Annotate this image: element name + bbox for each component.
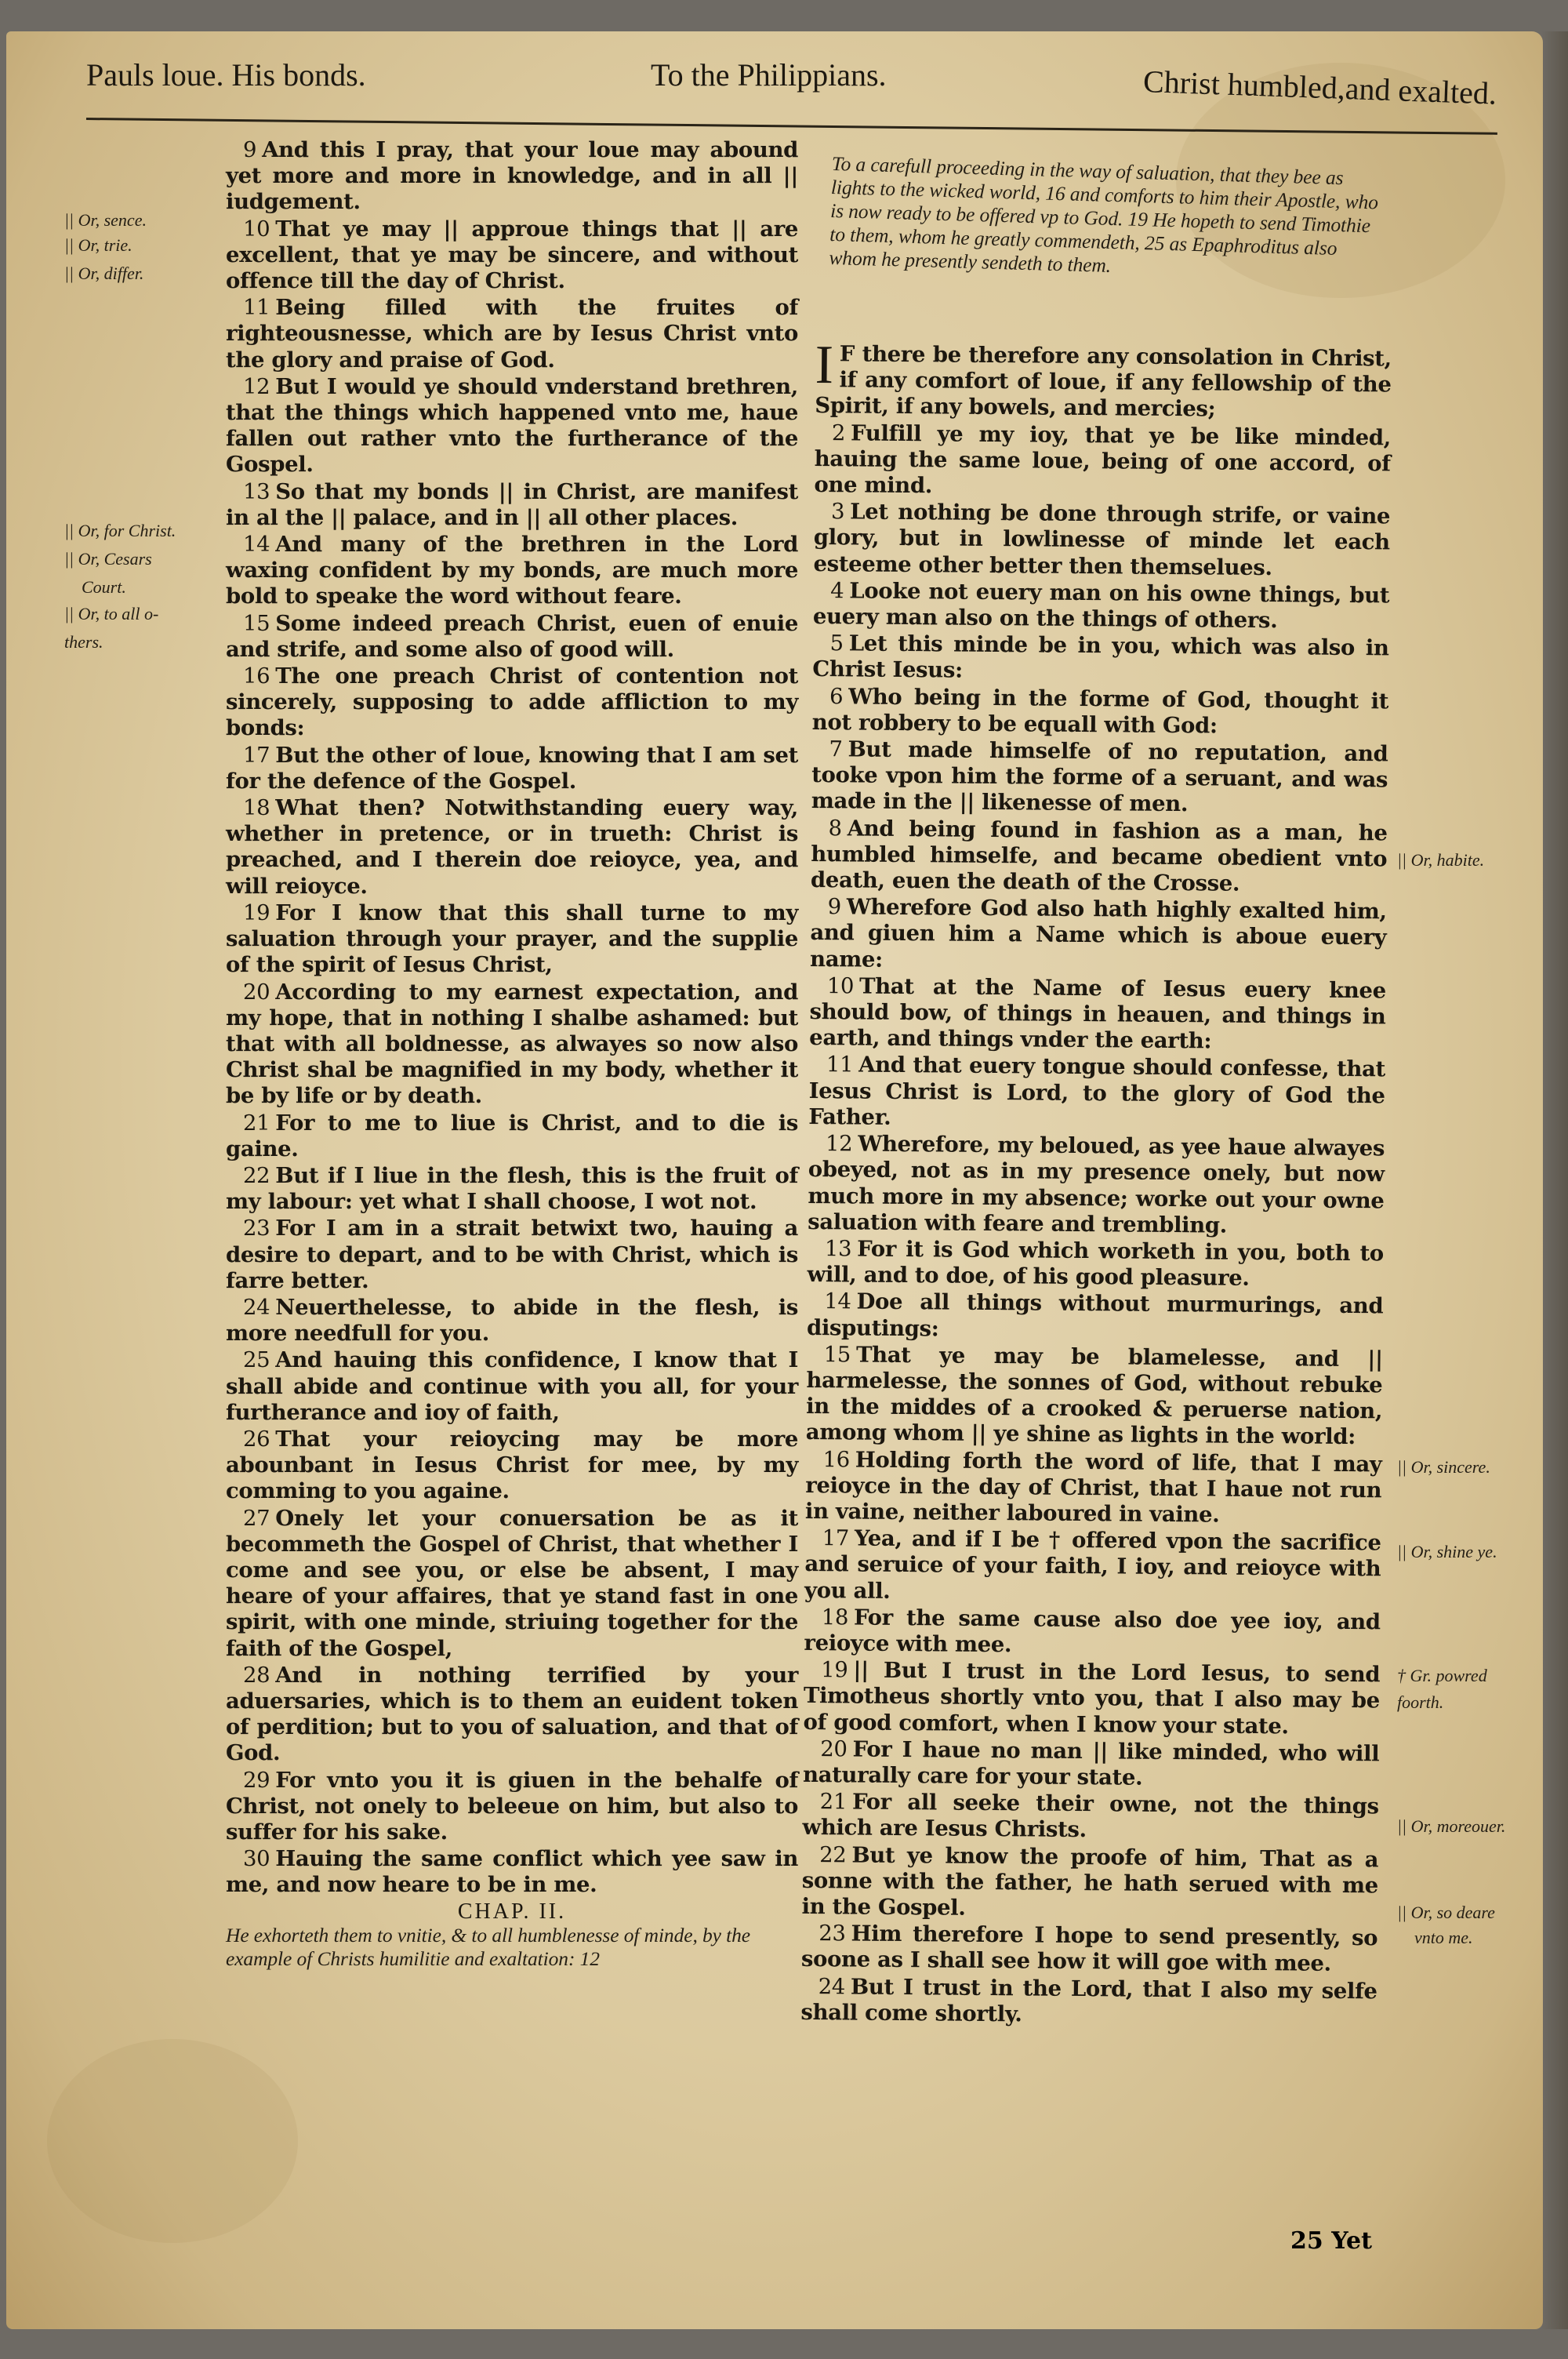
running-head-right: Christ humbled,and exalted. — [1142, 63, 1497, 111]
verse — [800, 1974, 1377, 2031]
verse-text: F there be therefore any consolation in Christ, if any comfort of loue, if any fellowship of the Spirit, if any bowels, and mercies; — [815, 341, 1392, 422]
verse-number: 15 — [243, 610, 270, 636]
right-column — [800, 335, 1392, 2031]
running-head — [86, 39, 1497, 111]
verse-text: That ye may || approue things that || are excellent, that ye may be sincere, and without offence till the day of Christ. — [226, 216, 798, 294]
verse-text: But ye know the proofe of him, That as a sonne with the father, he hath serued with me in the Gospel. — [801, 1842, 1379, 1921]
verse-text: The one preach Christ of contention not sincerely, supposing to adde affliction to my bonds: — [226, 663, 798, 741]
verse-number: 24 — [243, 1294, 270, 1320]
verse — [808, 1052, 1385, 1135]
verse-number: 16 — [243, 663, 270, 689]
margin-note: || Or, sence. — [64, 210, 147, 230]
running-head-left: Pauls loue. His bonds. — [86, 57, 366, 93]
verse-text: But I would ye should vnderstand brethren, that the things which happened vnto me, haue fallen out rather vnto the furtherance of the Gospel. — [226, 373, 798, 478]
verse — [812, 631, 1389, 688]
verse-number: 27 — [243, 1505, 270, 1531]
margin-note: || Or, so deare — [1397, 1903, 1495, 1922]
verse — [226, 900, 798, 979]
verse-number: 8 — [828, 815, 842, 841]
verse-text: Yea, and if I be † offered vpon the sacrifice and seruice of your faith, I ioy, and reioyce with you all. — [804, 1525, 1381, 1604]
verse-number: 23 — [818, 1921, 846, 1946]
verse-number: 13 — [243, 478, 270, 504]
verse-text: But I trust in the Lord, that I also my selfe shall come shortly. — [800, 1974, 1377, 2027]
verse-number: 15 — [823, 1341, 851, 1368]
verse — [226, 1427, 798, 1505]
verse-text: Onely let your conuersation be as it becommeth the Gospel of Christ, that whether I come and see you, or else be absent, I may heare of your affaires, that ye stand fast in one spirit, with one minde, striuing together for the faith of the Gospel, — [226, 1505, 798, 1661]
verse — [226, 479, 798, 531]
verse — [803, 1657, 1380, 1740]
verse-number: 24 — [818, 1973, 846, 2000]
verse — [806, 1342, 1383, 1451]
verse-text: But if I liue in the flesh, this is the fruit of my labour: yet what I shall choose, I wot not. — [226, 1162, 798, 1215]
verse — [226, 374, 798, 478]
verse-text: That ye may be blamelesse, and || harmelesse, the sonnes of God, without rebuke in the middes of a crooked & peruerse nation, among whom || ye shine as lights in the world: — [805, 1342, 1383, 1450]
margin-note: || Or, to all o- — [64, 604, 159, 623]
margin-note: foorth. — [1397, 1692, 1444, 1712]
verse-text: But the other of loue, knowing that I am set for the defence of the Gospel. — [226, 742, 798, 794]
verse — [807, 1289, 1384, 1346]
verse-text: Some indeed preach Christ, euen of enuie and strife, and some also of good will. — [226, 610, 798, 662]
verse-text: That at the Name of Iesus euery knee should bow, of things in heauen, and things in earth, and things vnder the earth: — [809, 973, 1386, 1054]
verse-text: Fulfill ye my ioy, that ye be like minded, hauing the same loue, being of one accord, of one mind. — [814, 420, 1392, 499]
verse-text: And hauing this confidence, I know that I shall abide and continue with you all, for your furtherance and ioy of faith, — [226, 1347, 798, 1425]
verse-text: And this I pray, that your loue may abound yet more and more in knowledge, and in all || iudgement. — [226, 137, 798, 215]
verse — [226, 1663, 798, 1767]
verse-number: 9 — [243, 137, 257, 162]
verse-number: 25 — [243, 1347, 270, 1373]
verse-text: Who being in the forme of God, thought it not robbery to be equall with God: — [811, 684, 1389, 739]
verse — [814, 420, 1391, 503]
verse-text: Let this minde be in you, which was also in Christ Iesus: — [812, 631, 1389, 684]
verse-text: Holding forth the word of life, that I may reioyce in the day of Christ, that I haue not run in vaine, neither laboured in vaine. — [804, 1447, 1382, 1528]
verse-number: 21 — [243, 1110, 270, 1136]
verse — [815, 335, 1392, 424]
verse — [813, 499, 1390, 582]
chapter-heading: CHAP. II. — [457, 1899, 567, 1924]
verse-text: Wherefore, my beloued, as yee haue alwayes obeyed, not as in my presence onely, but now much more in my absence; worke out your owne saluation with feare and trembling. — [808, 1131, 1385, 1238]
verse-number: 5 — [829, 631, 844, 656]
verse-number: 18 — [243, 795, 270, 821]
verse — [226, 663, 798, 742]
verse — [226, 1846, 798, 1898]
left-margin-notes — [64, 0, 221, 2353]
right-margin-notes — [1397, 0, 1538, 2353]
verse — [801, 1842, 1378, 1925]
verse-number: 20 — [820, 1736, 848, 1762]
verse-number: 21 — [819, 1789, 848, 1815]
verse — [804, 1605, 1381, 1662]
verse — [809, 973, 1386, 1056]
verse — [226, 532, 798, 610]
verse — [226, 1163, 798, 1215]
verse — [226, 980, 798, 1110]
verse-text: Him therefore I hope to send presently, so soone as I shall see how it will goe with mee. — [800, 1921, 1378, 1977]
verse-number: 3 — [830, 499, 845, 525]
verse-number: 2 — [831, 420, 846, 445]
margin-note: || Or, habite. — [1397, 850, 1485, 870]
verse-text: Doe all things without murmurings, and disputings: — [806, 1289, 1384, 1341]
margin-note: || Or, moreouer. — [1397, 1816, 1506, 1836]
verse-text: For the same cause also doe yee ioy, and reioyce with mee. — [804, 1605, 1381, 1658]
verse-number: 10 — [826, 973, 855, 999]
right-summary-block — [828, 132, 1381, 302]
verse-text: Wherefore God also hath highly exalted him, and giuen him a Name which is aboue euery name: — [809, 894, 1387, 972]
margin-note: || Or, Cesars — [64, 549, 152, 569]
verse-number: 23 — [243, 1216, 270, 1241]
margin-note: || Or, trie. — [64, 235, 132, 255]
margin-note: vnto me. — [1414, 1928, 1473, 1947]
verse-number: 11 — [243, 295, 270, 321]
verse-number: 30 — [243, 1846, 270, 1872]
verse-number: 22 — [243, 1162, 270, 1188]
verse-number: 19 — [821, 1657, 848, 1683]
verse-text: Hauing the same conflict which yee saw in me, and now heare to be in me. — [226, 1846, 798, 1898]
verse-number: 12 — [243, 373, 270, 399]
chapter-summary: He exhorteth them to vnitie, & to all humblenesse of minde, by the example of Christs humilitie and exaltation: 12 — [226, 1923, 750, 1970]
verse-text: For all seeke their owne, not the things which are Iesus Christs. — [802, 1789, 1379, 1843]
verse — [226, 1347, 798, 1426]
margin-note: || Or, shine ye. — [1397, 1542, 1497, 1561]
verse-number: 19 — [243, 900, 270, 925]
verse-text: That your reioycing may be more abounbant in Iesus Christ for mee, by my comming to you againe. — [226, 1426, 798, 1504]
verse-text: And many of the brethren in the Lord waxing confident by my bonds, are much more bold to speake the word without feare. — [226, 532, 798, 609]
margin-note: † Gr. powred — [1397, 1666, 1487, 1685]
verse-text: And that euery tongue should confesse, that Iesus Christ is Lord, to the glory of God the Father. — [808, 1052, 1386, 1130]
margin-note: thers. — [64, 632, 103, 652]
verse — [802, 1789, 1379, 1846]
verse — [803, 1736, 1380, 1794]
verse — [805, 1446, 1382, 1529]
verse-text: Let nothing be done through strife, or vaine glory, but in lowlinesse of minde let each esteeme other better then themselues. — [813, 499, 1391, 580]
margin-note: || Or, differ. — [64, 264, 144, 283]
left-column — [226, 137, 798, 1971]
verse — [226, 295, 798, 373]
verse-number: 6 — [829, 683, 844, 709]
verse-number: 28 — [243, 1662, 270, 1688]
margin-note: || Or, sincere. — [1397, 1457, 1490, 1477]
verse-text: For I am in a strait betwixt two, hauing a desire to depart, and to be with Christ, which is farre better. — [226, 1216, 798, 1293]
verse — [226, 1295, 798, 1347]
verse — [808, 1131, 1385, 1240]
verse-number: 9 — [827, 894, 842, 920]
running-head-center: To the Philippians. — [651, 57, 887, 93]
verse — [813, 578, 1390, 635]
verse-number: 12 — [825, 1131, 853, 1157]
verse-text: For I haue no man || like minded, who will naturally care for your state. — [802, 1736, 1380, 1790]
verse — [804, 1525, 1381, 1608]
verse-number: 14 — [824, 1289, 851, 1314]
verse — [226, 137, 798, 216]
margin-note: || Or, for Christ. — [64, 521, 176, 540]
verse — [226, 795, 798, 900]
verse-text: But made himselfe of no reputation, and tooke vpon him the forme of a seruant, and was made in the || likenesse of men. — [811, 736, 1388, 817]
verse — [226, 1506, 798, 1662]
verse — [810, 894, 1387, 977]
verse-text: Neuerthelesse, to abide in the flesh, is more needfull for you. — [226, 1294, 798, 1347]
verse-number: 7 — [829, 736, 843, 762]
verse-text: So that my bonds || in Christ, are manifest in al the || palace, and in || all other places. — [226, 478, 798, 530]
verse-number: 17 — [822, 1525, 850, 1551]
verse-text: For I know that this shall turne to my saluation through your prayer, and the supplie of the spirit of Iesus Christ, — [226, 900, 798, 978]
verse — [226, 1110, 798, 1162]
verse-number: 29 — [243, 1767, 270, 1793]
verse-text: For to me to liue is Christ, and to die is gaine. — [226, 1110, 798, 1161]
verse — [801, 1921, 1378, 1978]
verse-number: 4 — [830, 578, 844, 604]
verse-number: 11 — [826, 1052, 854, 1078]
verse — [811, 816, 1388, 899]
verse — [807, 1236, 1384, 1293]
verse-number: 10 — [243, 216, 270, 242]
verse — [226, 1216, 798, 1294]
verse-text: || But I trust in the Lord Iesus, to send Timotheus shortly vnto you, that I also may be of good comfort, when I know your state. — [803, 1657, 1381, 1739]
verse-text: And in nothing terrified by your aduersaries, which is to them an euident token of perdition; but to you of saluation, and that of God. — [226, 1662, 798, 1766]
verse-number: 13 — [824, 1236, 852, 1262]
verse — [226, 743, 798, 794]
verse — [226, 216, 798, 295]
margin-note: Court. — [82, 577, 126, 597]
verse-number: 14 — [243, 532, 270, 558]
verse-text: For it is God which worketh in you, both to will, and to doe, of his good pleasure. — [807, 1236, 1385, 1291]
verse-number: 18 — [821, 1604, 849, 1630]
verse-number: 26 — [243, 1426, 270, 1452]
verse-number: 22 — [819, 1841, 847, 1867]
verse-text: Being filled with the fruites of righteousnesse, which are by Iesus Christ vnto the glory and praise of God. — [226, 295, 798, 373]
page-edge-shadow — [1541, 31, 1568, 2329]
verse — [812, 684, 1389, 741]
verse-text: And being found in fashion as a man, he humbled himselfe, and became obedient vnto death, euen the death of the Crosse. — [810, 816, 1388, 896]
verse-text: For vnto you it is giuen in the behalfe of Christ, not onely to beleeue on him, but also to suffer for his sake. — [226, 1767, 798, 1845]
verse — [811, 736, 1388, 820]
catchword: 25 Yet — [1290, 2227, 1372, 2255]
verse — [226, 611, 798, 663]
drop-initial: I — [815, 335, 834, 396]
verse — [226, 1768, 798, 1846]
verse-text: What then? Notwithstanding euery way, whether in pretence, or in trueth: Christ is preached, and I therein doe reioyce, yea, and will reioyce. — [226, 795, 798, 899]
verse-text: According to my earnest expectation, and my hope, that in nothing I shalbe ashamed: but that with all boldnesse, as alwayes so now also Christ shal be magnified in my body, whether it be by life or by death. — [226, 979, 798, 1109]
verse-number: 16 — [822, 1446, 850, 1472]
verse-text: Looke not euery man on his owne things, but euery man also on the things of others. — [812, 578, 1390, 634]
verse-number: 20 — [243, 979, 270, 1005]
chapter-summary-continued: To a carefull proceeding in the way of saluation, that they bee as lights to the wicked world, 16 and comforts to him their Apostle, who is now ready to be offered vp to God. 19 He hopeth to send Timothie to them, whom he greatly commendeth, 25 as Epaphroditus also whom he presently sendeth to them. — [829, 151, 1379, 277]
verse-number: 17 — [243, 742, 270, 768]
